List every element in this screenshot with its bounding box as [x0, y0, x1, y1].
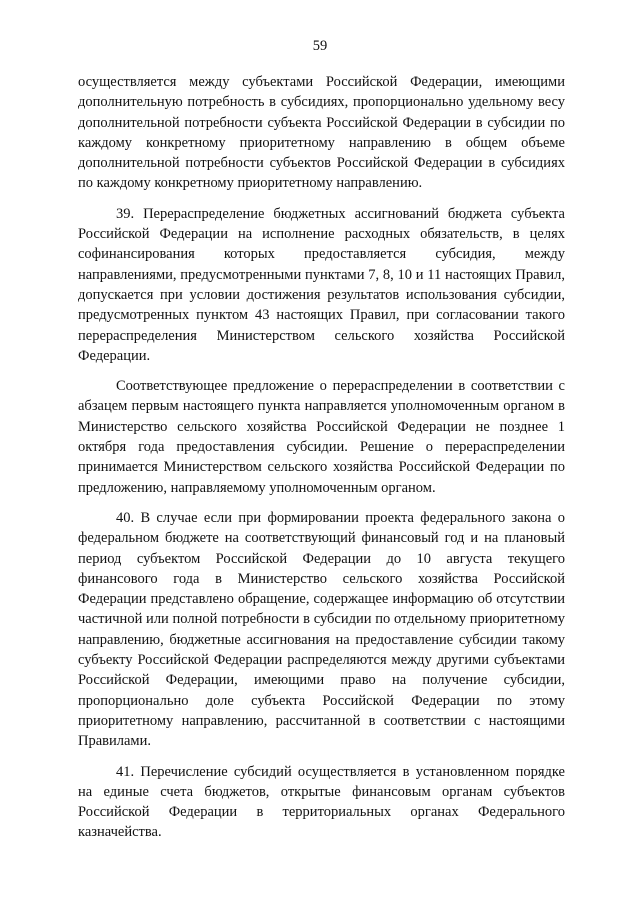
document-body — [78, 72, 565, 853]
paragraph-40: 40. В случае если при формировании проекта федерального закона о федеральном бюджете на соответствующий финансовый год и на плановый период субъектом Российской Федерации до 10 августа текущего финансового года в Министерство сельского хозяйства Российской Федерации представлено обращение, содержащее информацию об отсутствии частичной или полной потребности в субсидии по отдельному приоритетному направлению, бюджетные ассигнования на предоставление субсидии такому субъекту Российской Федерации распределяются между другими субъектами Российской Федерации, имеющими право на получение субсидии, пропорционально доле субъекта Российской Федерации по этому приоритетному направлению, рассчитанной в соответствии с настоящими Правилами. — [78, 509, 565, 750]
paragraph-41: 41. Перечисление субсидий осуществляется в установленном порядке на единые счета бюджетов, открытые финансовым органам субъектов Российской Федерации в территориальных органах Федерального казначейства. — [78, 763, 565, 841]
paragraph-continuation: осуществляется между субъектами Российской Федерации, имеющими дополнительную потребность в субсидиях, пропорционально удельному весу дополнительной потребности субъекта Российской Федерации в субсидии по каждому конкретному приоритетному направлению в общем объеме дополнительной потребности субъектов Российской Федерации в субсидиях по каждому конкретному приоритетному направлению. — [78, 74, 565, 192]
page-number: 59 — [312, 38, 328, 54]
paragraph-39-addendum: Соответствующее предложение о перераспределении в соответствии с абзацем первым настоящего пункта направляется уполномоченным органом в Министерство сельского хозяйства Российской Федерации не позднее 1 октября года предоставления субсидии. Решение о перераспределении принимается Министерством сельского хозяйства Российской Федерации по предложению, направляемому уполномоченным органом. — [78, 378, 565, 496]
paragraph-39: 39. Перераспределение бюджетных ассигнований бюджета субъекта Российской Федерации на исполнение расходных обязательств, в целях софинансирования которых предоставляется субсидия, между направлениями, предусмотренными пунктами 7, 8, 10 и 11 настоящих Правил, допускается при условии достижения результатов использования субсидии, предусмотренных пунктом 43 настоящих Правил, при согласовании такого перераспределения Министерством сельского хозяйства Российской Федерации. — [78, 205, 565, 364]
